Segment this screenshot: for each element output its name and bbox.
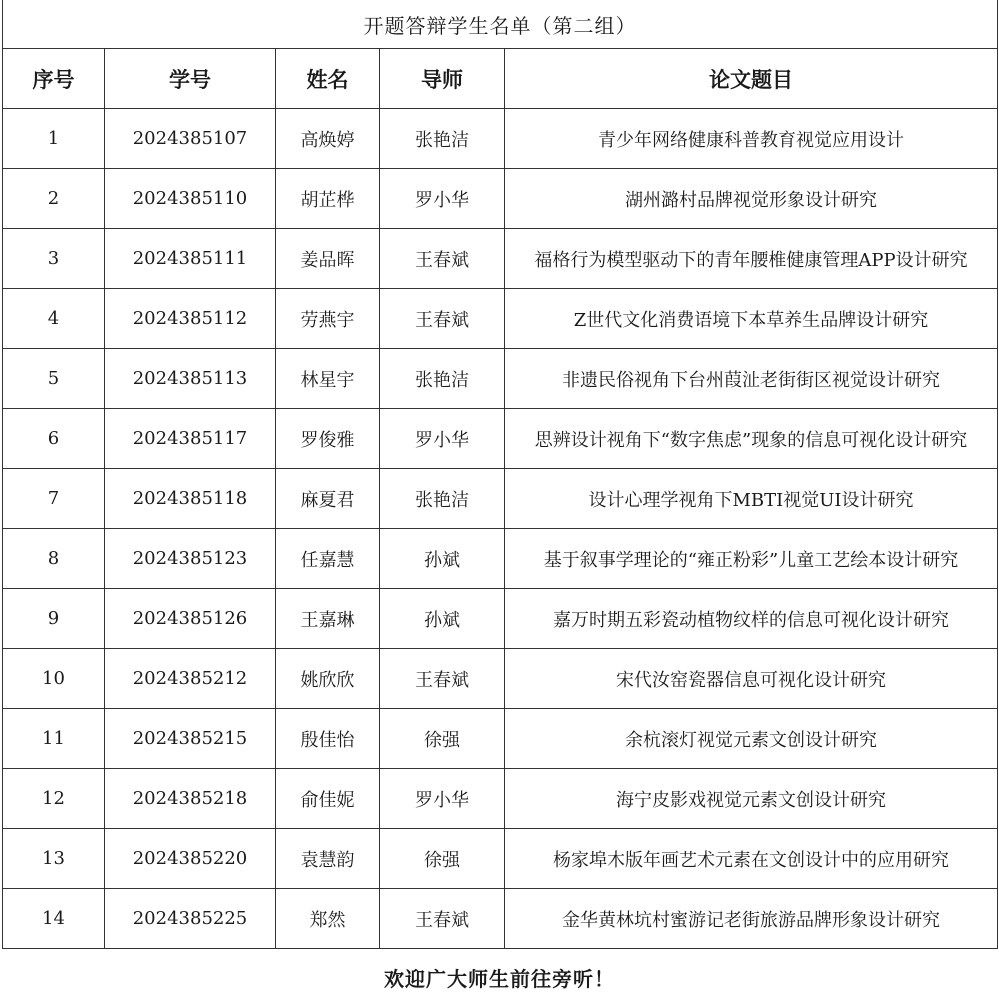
table-row bbox=[3, 349, 998, 409]
column-header-thesis-title: 论文题目 bbox=[505, 49, 998, 109]
page-title: 开题答辩学生名单（第二组） bbox=[2, 0, 998, 48]
column-header-name: 姓名 bbox=[276, 49, 380, 109]
cell-name: 郑然 bbox=[276, 889, 380, 949]
table-row bbox=[3, 529, 998, 589]
cell-thesis-title: 杨家埠木版年画艺术元素在文创设计中的应用研究 bbox=[505, 829, 998, 889]
cell-student-id: 2024385212 bbox=[105, 649, 276, 709]
cell-thesis-title: 余杭滚灯视觉元素文创设计研究 bbox=[505, 709, 998, 769]
cell-name: 林星宇 bbox=[276, 349, 380, 409]
table-row bbox=[3, 889, 998, 949]
cell-no: 6 bbox=[3, 409, 105, 469]
table-row bbox=[3, 229, 998, 289]
cell-no: 7 bbox=[3, 469, 105, 529]
cell-advisor: 罗小华 bbox=[380, 769, 505, 829]
cell-name: 罗俊雅 bbox=[276, 409, 380, 469]
cell-advisor: 张艳洁 bbox=[380, 109, 505, 169]
cell-advisor: 王春斌 bbox=[380, 889, 505, 949]
table-row bbox=[3, 589, 998, 649]
cell-student-id: 2024385118 bbox=[105, 469, 276, 529]
cell-thesis-title: 宋代汝窑瓷器信息可视化设计研究 bbox=[505, 649, 998, 709]
cell-advisor: 孙斌 bbox=[380, 589, 505, 649]
cell-advisor: 王春斌 bbox=[380, 289, 505, 349]
cell-no: 14 bbox=[3, 889, 105, 949]
footer-invitation: 欢迎广大师生前往旁听！ bbox=[384, 967, 615, 991]
cell-student-id: 2024385117 bbox=[105, 409, 276, 469]
cell-name: 袁慧韵 bbox=[276, 829, 380, 889]
cell-thesis-title: 青少年网络健康科普教育视觉应用设计 bbox=[505, 109, 998, 169]
cell-thesis-title: 嘉万时期五彩瓷动植物纹样的信息可视化设计研究 bbox=[505, 589, 998, 649]
cell-name: 麻夏君 bbox=[276, 469, 380, 529]
table-row bbox=[3, 409, 998, 469]
cell-advisor: 罗小华 bbox=[380, 169, 505, 229]
cell-name: 姚欣欣 bbox=[276, 649, 380, 709]
table-row bbox=[3, 769, 998, 829]
cell-no: 3 bbox=[3, 229, 105, 289]
table-row bbox=[3, 109, 998, 169]
cell-no: 13 bbox=[3, 829, 105, 889]
cell-name: 胡芷桦 bbox=[276, 169, 380, 229]
table-row bbox=[3, 829, 998, 889]
cell-no: 4 bbox=[3, 289, 105, 349]
table-header-row bbox=[3, 49, 998, 109]
table-row bbox=[3, 709, 998, 769]
cell-advisor: 罗小华 bbox=[380, 409, 505, 469]
column-header-advisor: 导师 bbox=[380, 49, 505, 109]
cell-student-id: 2024385112 bbox=[105, 289, 276, 349]
cell-name: 高焕婷 bbox=[276, 109, 380, 169]
cell-no: 9 bbox=[3, 589, 105, 649]
cell-student-id: 2024385218 bbox=[105, 769, 276, 829]
column-header-no: 序号 bbox=[3, 49, 105, 109]
cell-student-id: 2024385220 bbox=[105, 829, 276, 889]
cell-student-id: 2024385123 bbox=[105, 529, 276, 589]
cell-student-id: 2024385107 bbox=[105, 109, 276, 169]
cell-student-id: 2024385126 bbox=[105, 589, 276, 649]
cell-advisor: 孙斌 bbox=[380, 529, 505, 589]
student-roster-table bbox=[2, 48, 998, 949]
cell-advisor: 徐强 bbox=[380, 829, 505, 889]
cell-advisor: 王春斌 bbox=[380, 649, 505, 709]
cell-no: 1 bbox=[3, 109, 105, 169]
column-header-student-id: 学号 bbox=[105, 49, 276, 109]
cell-no: 5 bbox=[3, 349, 105, 409]
cell-name: 王嘉琳 bbox=[276, 589, 380, 649]
cell-name: 俞佳妮 bbox=[276, 769, 380, 829]
cell-no: 10 bbox=[3, 649, 105, 709]
cell-advisor: 王春斌 bbox=[380, 229, 505, 289]
cell-student-id: 2024385225 bbox=[105, 889, 276, 949]
cell-name: 姜品晖 bbox=[276, 229, 380, 289]
cell-name: 任嘉慧 bbox=[276, 529, 380, 589]
cell-thesis-title: 福格行为模型驱动下的青年腰椎健康管理APP设计研究 bbox=[505, 229, 998, 289]
cell-thesis-title: Z世代文化消费语境下本草养生品牌设计研究 bbox=[505, 289, 998, 349]
cell-thesis-title: 设计心理学视角下MBTI视觉UI设计研究 bbox=[505, 469, 998, 529]
cell-advisor: 徐强 bbox=[380, 709, 505, 769]
cell-student-id: 2024385215 bbox=[105, 709, 276, 769]
table-row bbox=[3, 469, 998, 529]
cell-thesis-title: 非遗民俗视角下台州葭沚老街街区视觉设计研究 bbox=[505, 349, 998, 409]
cell-advisor: 张艳洁 bbox=[380, 349, 505, 409]
cell-thesis-title: 海宁皮影戏视觉元素文创设计研究 bbox=[505, 769, 998, 829]
table-row bbox=[3, 649, 998, 709]
cell-student-id: 2024385110 bbox=[105, 169, 276, 229]
cell-thesis-title: 基于叙事学理论的“雍正粉彩”儿童工艺绘本设计研究 bbox=[505, 529, 998, 589]
cell-name: 劳燕宇 bbox=[276, 289, 380, 349]
table-row bbox=[3, 289, 998, 349]
cell-name: 殷佳怡 bbox=[276, 709, 380, 769]
cell-no: 2 bbox=[3, 169, 105, 229]
cell-thesis-title: 湖州潞村品牌视觉形象设计研究 bbox=[505, 169, 998, 229]
cell-no: 12 bbox=[3, 769, 105, 829]
cell-advisor: 张艳洁 bbox=[380, 469, 505, 529]
cell-thesis-title: 金华黄林坑村蜜游记老街旅游品牌形象设计研究 bbox=[505, 889, 998, 949]
cell-no: 8 bbox=[3, 529, 105, 589]
cell-no: 11 bbox=[3, 709, 105, 769]
table-body bbox=[3, 109, 998, 949]
cell-student-id: 2024385113 bbox=[105, 349, 276, 409]
cell-student-id: 2024385111 bbox=[105, 229, 276, 289]
cell-thesis-title: 思辨设计视角下“数字焦虑”现象的信息可视化设计研究 bbox=[505, 409, 998, 469]
table-row bbox=[3, 169, 998, 229]
